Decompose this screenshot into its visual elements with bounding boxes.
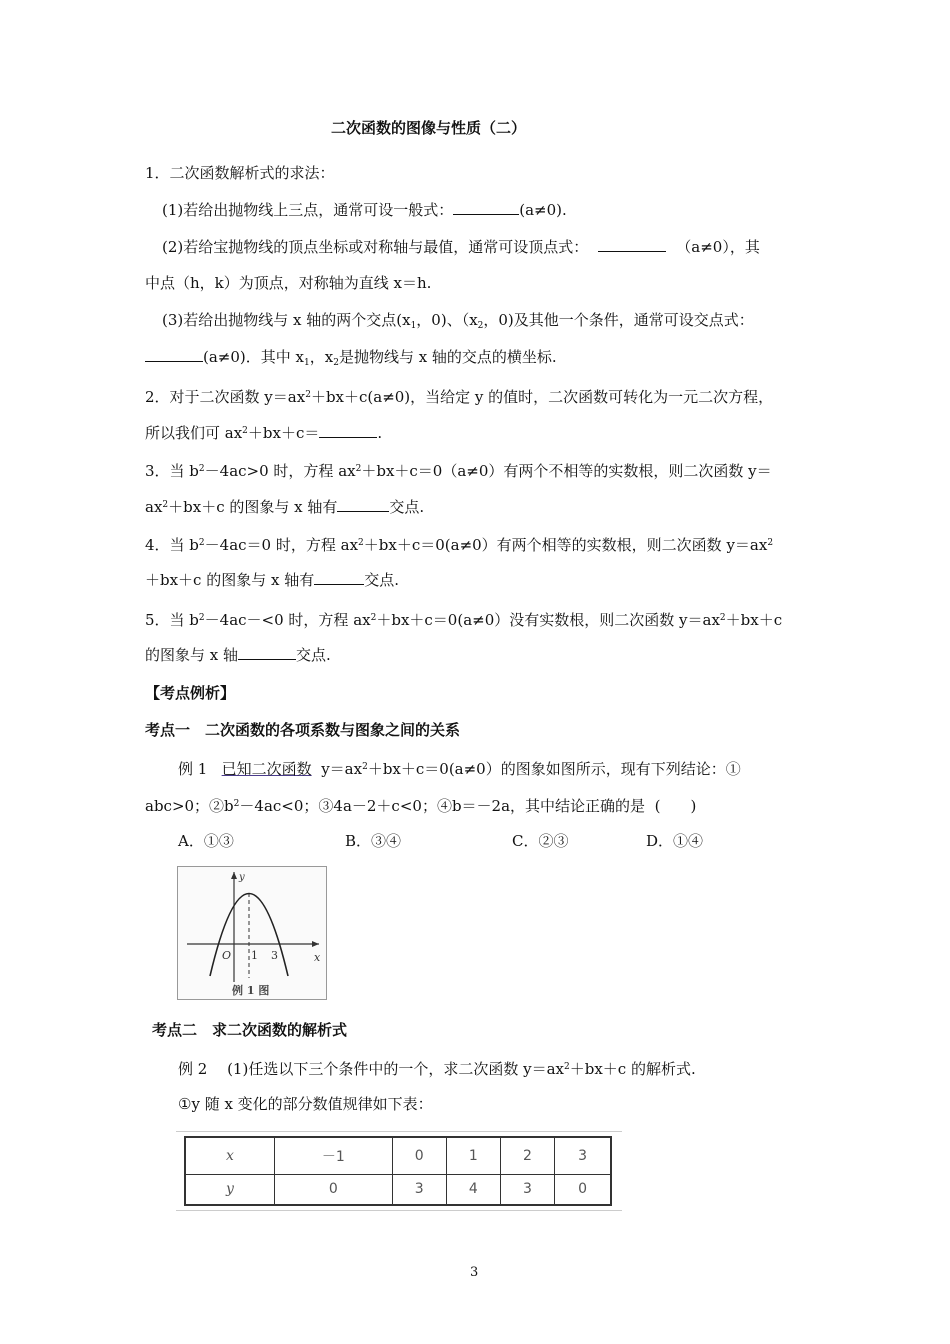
section1-item3-line2: (a≠0)．其中 $x_1$，$x_2$是抛物线与 x 轴的交点的横坐标. — [145, 347, 557, 373]
figure-caption: 例 1 图 — [232, 984, 270, 997]
answer-blank[interactable] — [598, 237, 666, 252]
kaodian1-heading: 考点一 二次函数的各项系数与图象之间的关系 — [145, 721, 461, 739]
section2-line1: 2．对于二次函数 $y=ax^2+bx+c(a\ne 0)$，当给定 y 的值时，二次函数可转化为一元二次方程， — [145, 388, 774, 406]
condition1-text: ①y 随 x 变化的部分数值规律如下表： — [178, 1095, 433, 1113]
answer-blank[interactable] — [238, 645, 296, 660]
answer-blank[interactable] — [145, 347, 203, 362]
section1-item2-line1: (2)若给宝抛物线的顶点坐标或对称轴与最值，通常可设顶点式： （a≠0），其 — [162, 238, 760, 256]
table-row-x — [185, 1137, 611, 1174]
example1-underlined: 已知二次函数 — [221, 760, 312, 778]
page-title: 二次函数的图像与性质（二） — [331, 119, 527, 137]
answer-blank[interactable] — [337, 497, 389, 512]
table-cell: －1 — [275, 1137, 393, 1174]
y-axis-label: y — [239, 872, 245, 883]
table-cell: 3 — [392, 1174, 446, 1205]
page-number: 3 — [470, 1265, 479, 1280]
section3-line1: 3．当 $b^2-4ac>0$ 时，方程 $ax^2+bx+c=0(a\ne 0)$有两个不相等的实数根，则二次函数 y＝ — [145, 462, 772, 480]
table-cell: 4 — [446, 1174, 500, 1205]
table-cell: 1 — [446, 1137, 500, 1174]
table-cell: 3 — [555, 1137, 611, 1174]
tick-label-1: 1 — [251, 949, 258, 962]
table-cell: 0 — [392, 1137, 446, 1174]
section4-line1: 4．当 $b^2-4ac=0$ 时，方程 $ax^2+bx+c=0(a\ne 0)$有两个相等的实数根，则二次函数 $y=ax^2$ — [145, 536, 774, 554]
x-axis-label: x — [314, 951, 321, 964]
option-a[interactable]: A．①③ — [178, 832, 234, 850]
option-d[interactable]: D．①④ — [646, 832, 704, 850]
option-b[interactable]: B．③④ — [345, 832, 402, 850]
section2-line2: 所以我们可 $ax^2+bx+c=$ . — [145, 424, 383, 442]
example1-line1: 例 1 已知二次函数 $y=ax^2+bx+c=0(a\ne 0)$的图象如图所示，现有下列结论：① — [178, 760, 741, 778]
origin-label: O — [222, 949, 232, 962]
kaodian2-heading: 考点二 求二次函数的解析式 — [152, 1021, 348, 1039]
kaodian-heading: 【考点例析】 — [145, 684, 236, 702]
table-header-y: y — [185, 1174, 275, 1205]
table-cell: 2 — [500, 1137, 554, 1174]
tick-label-3: 3 — [271, 949, 278, 962]
table-cell: 0 — [275, 1174, 393, 1205]
section1-item3-line1: (3)若给出抛物线与 x 轴的两个交点($x_1$，0)、（$x_2$，0)及其他一个条件，通常可设交点式： — [162, 311, 754, 331]
option-c[interactable]: C．②③ — [512, 832, 569, 850]
section5-line1: 5．当 $b^2-4ac-<0$ 时，方程 $ax^2+bx+c=0(a\ne 0)$没有实数根，则二次函数 $y=ax^2+bx+c$ — [145, 611, 783, 629]
example2-line: 例 2 (1)任选以下三个条件中的一个，求二次函数 $y=ax^2+bx+c$ 的解析式. — [178, 1060, 696, 1078]
section1-item2-line2: 中点（h，k）为顶点，对称轴为直线 x＝h. — [145, 274, 432, 292]
table-cell: 3 — [500, 1174, 554, 1205]
section3-line2: $ax^2+bx+c$ 的图象与 x 轴有 交点. — [145, 498, 425, 516]
answer-blank[interactable] — [453, 200, 519, 215]
section1-heading: 1．二次函数解析式的求法： — [145, 164, 335, 182]
section1-item1: (1)若给出抛物线上三点，通常可设一般式： (a≠0). — [162, 201, 567, 219]
answer-blank[interactable] — [319, 423, 377, 438]
answer-blank[interactable] — [314, 570, 364, 585]
table-cell: 0 — [555, 1174, 611, 1205]
example1-parabola-figure — [177, 866, 327, 1000]
table-header-x: x — [185, 1137, 275, 1174]
example1-line2: abc>0；$②b^2-4ac<0$；③4a－2＋c<0；④b＝－2a，其中结论正确的是 ( ) — [145, 797, 697, 815]
table-row-y — [185, 1174, 611, 1205]
xy-value-table — [176, 1131, 622, 1211]
section5-line2: 的图象与 x 轴 交点. — [145, 646, 331, 664]
section4-line2: ＋bx＋c 的图象与 x 轴有 交点. — [145, 571, 400, 589]
